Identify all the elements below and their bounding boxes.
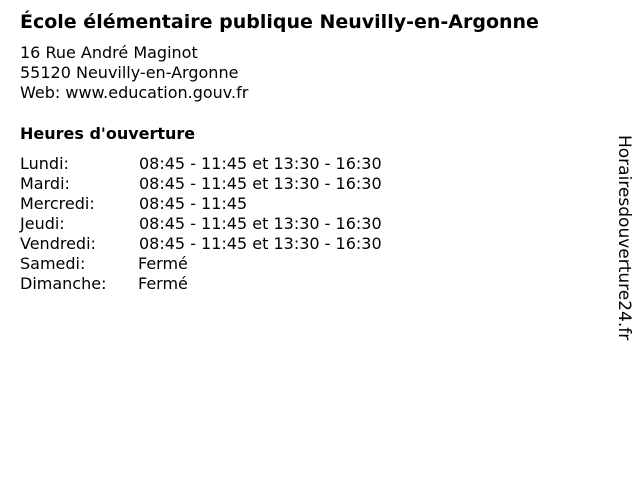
business-name: École élémentaire publique Neuvilly-en-Argonne [20,11,539,33]
hours-row-sunday [20,274,382,294]
day-label: Mercredi: [20,194,95,213]
day-label: Samedi: [20,254,86,273]
site-watermark: Horairesdouverture24.fr [614,135,634,341]
day-label: Vendredi: [20,234,96,253]
hours-row-wednesday [20,194,382,214]
opening-hours-heading: Heures d'ouverture [20,124,196,143]
day-times: 08:45 - 11:45 et 13:30 - 16:30 [139,214,382,233]
business-address [20,43,248,103]
day-label: Lundi: [20,154,69,173]
day-times: 08:45 - 11:45 et 13:30 - 16:30 [139,154,382,173]
day-times: Fermé [138,274,188,293]
day-label: Jeudi: [20,214,65,233]
hours-row-monday [20,154,382,174]
day-times: 08:45 - 11:45 et 13:30 - 16:30 [139,174,382,193]
day-times: Fermé [138,254,188,273]
street-address: 16 Rue André Maginot [20,43,198,62]
day-times: 08:45 - 11:45 et 13:30 - 16:30 [139,234,382,253]
day-label: Mardi: [20,174,70,193]
website-line: Web: www.education.gouv.fr [20,83,249,102]
city-line: 55120 Neuvilly-en-Argonne [20,63,239,82]
hours-row-saturday [20,254,382,274]
hours-row-tuesday [20,174,382,194]
hours-row-friday [20,234,382,254]
opening-hours-table [20,154,382,294]
day-times: 08:45 - 11:45 [139,194,248,213]
hours-row-thursday [20,214,382,234]
day-label: Dimanche: [20,274,107,293]
